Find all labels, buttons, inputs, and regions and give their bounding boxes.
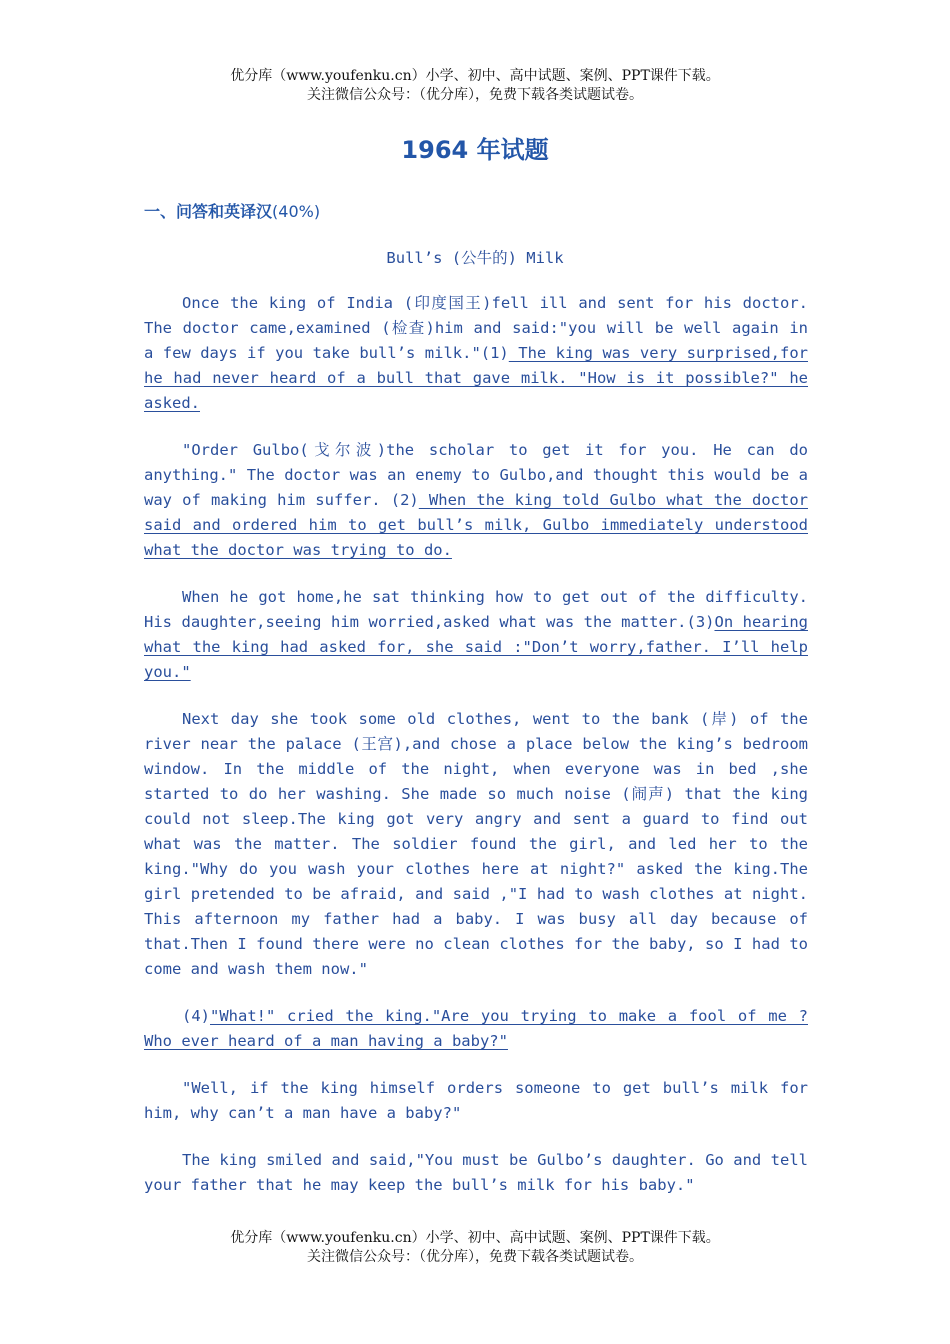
section-heading-label: 一、问答和英译汉 bbox=[144, 202, 273, 221]
page-title: 1964 年试题 bbox=[401, 136, 549, 164]
section-heading bbox=[144, 199, 320, 222]
paragraph-1-text: Once the king of India (印度国王)fell ill and sent for his doctor. The doctor came,examined (检查)him and said:"you will be well again in a few days if you take bull’s milk."(1) bbox=[144, 294, 808, 362]
footer-line-1: 优分库（www.youfenku.cn）小学、初中、高中试题、案例、PPT课件下载。 bbox=[230, 1230, 720, 1246]
paragraph-5-text: (4) bbox=[182, 1007, 210, 1025]
paragraph-5 bbox=[144, 1004, 808, 1054]
paragraph-4: Next day she took some old clothes, went to the bank (岸) of the river near the palace (王宫),and chose a place below the king’s bedroom window. In the middle of the night, when everyone was in bed ,she started to do her washing. She made so much noise (闹声) that the king could not sleep.The king got very angry and sent a guard to find out what was the matter. The soldier found the girl, and led her to the king."Why do you wash your clothes here at night?" asked the king.The girl pretended to be afraid, and said ,"I had to wash clothes at night. This afternoon my father had a baby. I was busy all day because of that.Then I found there were no clean clothes for the baby, so I had to come and wash them now." bbox=[144, 710, 808, 978]
page-header bbox=[0, 67, 950, 105]
paragraph-2-text: "Order Gulbo(戈尔波)the scholar to get it for you. He can do anything." The doctor was an enemy to Gulbo,and thought this would be a way of making him suffer. (2) bbox=[144, 441, 808, 509]
paragraph-7: The king smiled and said,"You must be Gulbo’s daughter. Go and tell your father that he may keep the bull’s milk for his baby." bbox=[144, 1151, 808, 1194]
translation-sentence-4: "What!" cried the king."Are you trying to make a fool of me ? Who ever heard of a man having a baby?" bbox=[144, 1007, 808, 1050]
paragraph-3-text: When he got home,he sat thinking how to get out of the difficulty. His daughter,seeing him worried,asked what was the matter.(3) bbox=[144, 588, 808, 631]
paragraph-3 bbox=[144, 585, 808, 685]
footer-line-2: 关注微信公众号：（优分库），免费下载各类试题试卷。 bbox=[307, 1249, 643, 1265]
header-line-1: 优分库（www.youfenku.cn）小学、初中、高中试题、案例、PPT课件下载。 bbox=[230, 68, 720, 84]
translation-sentence-3: On hearing what the king had asked for, she said :"Don’t worry,father. I’ll help you." bbox=[144, 613, 808, 681]
page-footer bbox=[0, 1229, 950, 1267]
paragraph-1 bbox=[144, 291, 808, 416]
story-title: Bull’s (公牛的) Milk bbox=[386, 249, 564, 267]
paragraph-6: "Well, if the king himself orders someone to get bull’s milk for him, why can’t a man have a baby?" bbox=[144, 1079, 808, 1122]
section-heading-weight: (40%) bbox=[272, 202, 321, 221]
story-body bbox=[144, 291, 808, 1220]
translation-sentence-2: When the king told Gulbo what the doctor said and ordered him to get bull’s milk, Gulbo immediately understood what the doctor was trying to do. bbox=[144, 491, 808, 559]
header-line-2: 关注微信公众号：（优分库），免费下载各类试题试卷。 bbox=[307, 87, 643, 103]
translation-sentence-1: The king was very surprised,for he had never heard of a bull that gave milk. "How is it possible?" he asked. bbox=[144, 344, 808, 412]
paragraph-2 bbox=[144, 438, 808, 563]
